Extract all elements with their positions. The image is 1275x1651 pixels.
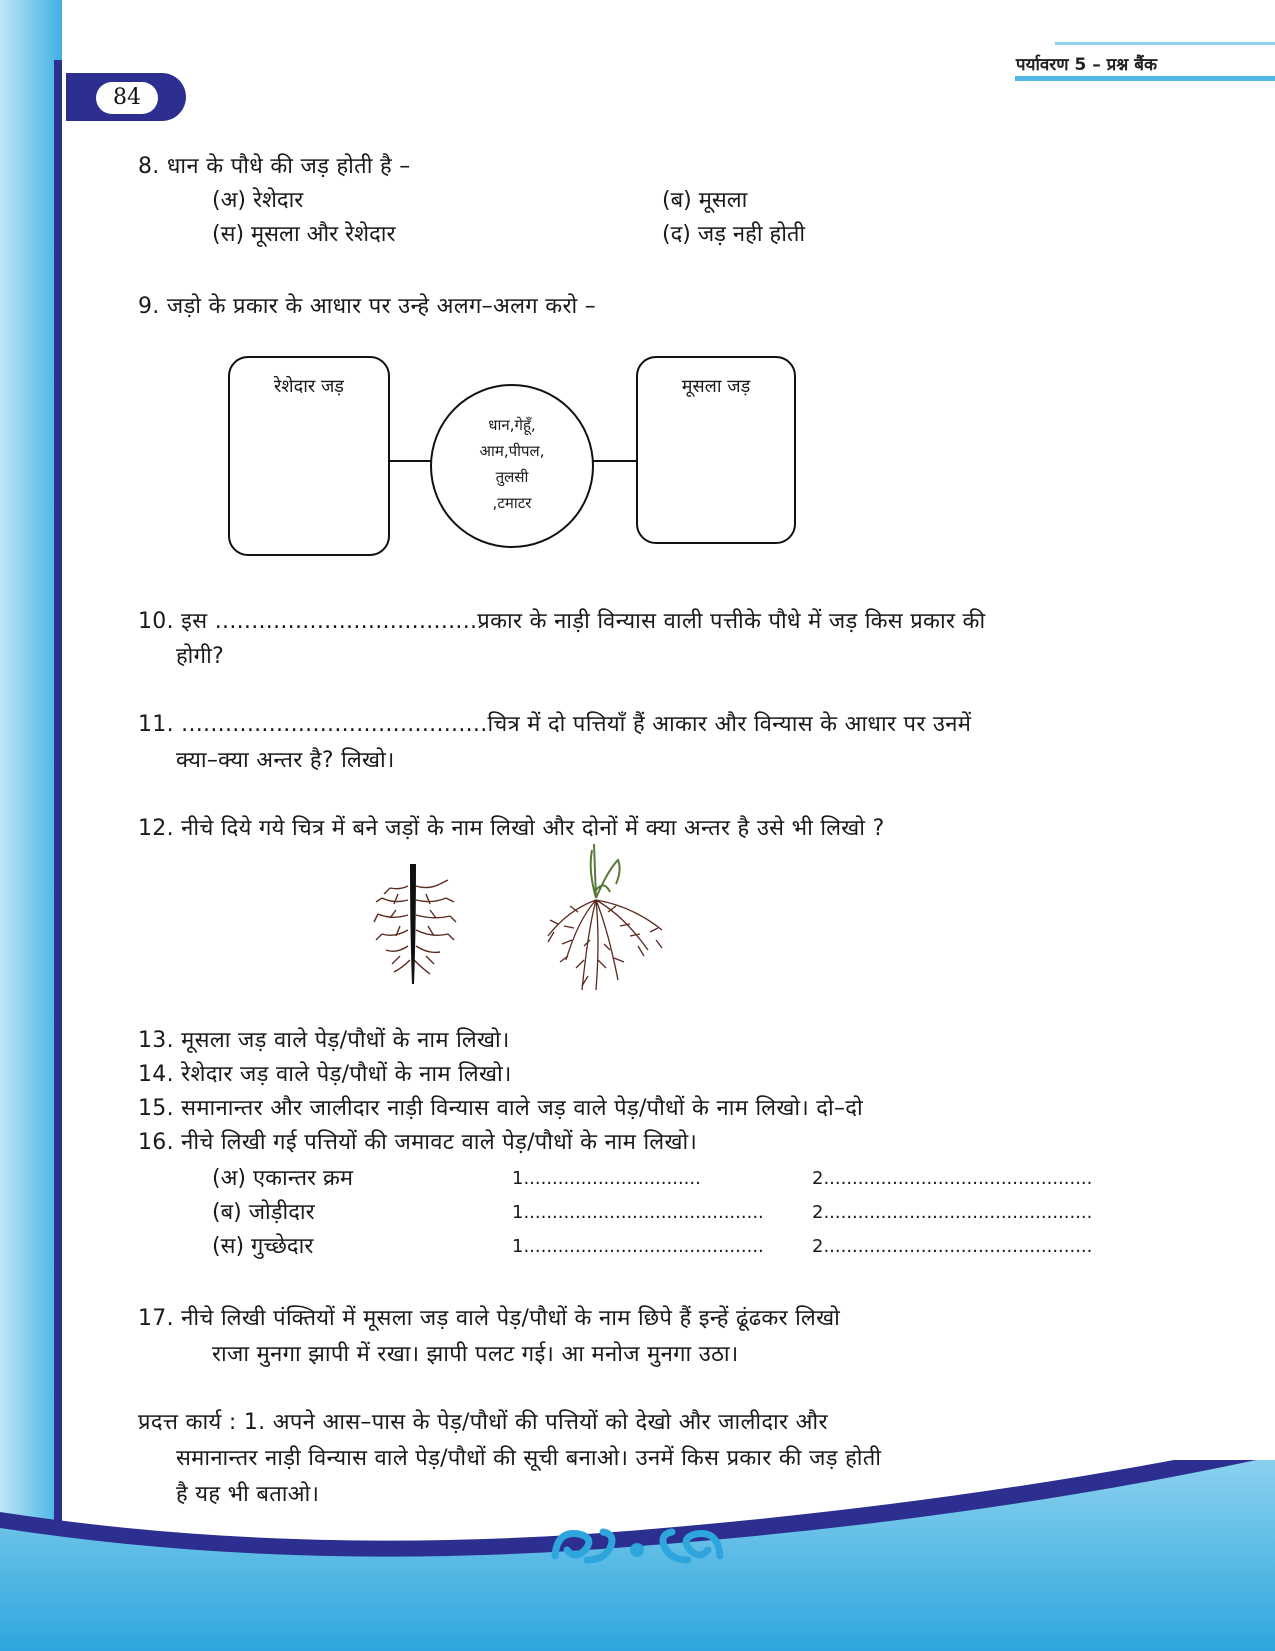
question-17: 17. नीचे लिखी पंक्तियों में मूसला जड़ वाले पेड़/पौधों के नाम छिपे हैं इन्हें ढूंढकर लिखो: [138, 1306, 841, 1331]
q8-option-d: (द) जड़ नही होती: [662, 222, 806, 247]
question-11: 11. ..........................................चित्र में दो पत्तियाँ हैं आकार और विन्यास के आधार पर उनमें: [138, 712, 972, 737]
tap-root-box: [636, 356, 796, 544]
q16-row-a-blank-2: 2...............................................: [812, 1168, 1093, 1189]
q16-row-a-blank-1: 1...............................: [512, 1168, 701, 1189]
question-16: 16. नीचे लिखी गई पत्तियों की जमावट वाले पेड़/पौधों के नाम लिखो।: [138, 1130, 698, 1155]
header-accent-line: [1055, 42, 1275, 45]
page-number: 84: [96, 82, 158, 114]
question-14: 14. रेशेदार जड़ वाले पेड़/पौधों के नाम लिखो।: [138, 1062, 512, 1087]
circle-line-2: आम,पीपल,: [479, 442, 545, 460]
fibrous-root-image: [538, 840, 678, 1000]
q16-row-a-label: (अ) एकान्तर क्रम: [212, 1166, 354, 1191]
assignment-line-1: प्रदत्त कार्य : 1. अपने आस–पास के पेड़/पौधों की पत्तियों को देखो और जालीदार और: [138, 1410, 828, 1435]
question-15: 15. समानान्तर और जालीदार नाड़ी विन्यास वाले जड़ वाले पेड़/पौधों के नाम लिखो। दो–दो: [138, 1096, 863, 1121]
tap-root-image: [370, 860, 480, 992]
connector-right: [590, 460, 638, 462]
question-9: 9. जड़ो के प्रकार के आधार पर उन्हे अलग–अलग करो –: [138, 294, 597, 319]
question-10: 10. इस ....................................प्रकार के नाड़ी विन्यास वाली पत्तीके पौधे में जड़ किस प्रकार की: [138, 609, 986, 634]
tap-root-label: मूसला जड़: [681, 376, 751, 397]
assignment-line-3: है यह भी बताओ।: [176, 1482, 320, 1507]
question-10-line-2: होगी?: [176, 644, 225, 669]
question-13: 13. मूसला जड़ वाले पेड़/पौधों के नाम लिखो।: [138, 1028, 510, 1053]
q16-row-b-blank-2: 2...............................................: [812, 1202, 1093, 1223]
q8-option-a: (अ) रेशेदार: [212, 188, 304, 213]
question-11-line-2: क्या–क्या अन्तर है? लिखो।: [176, 748, 395, 773]
header-underline: [1015, 76, 1275, 81]
q16-row-c-blank-2: 2...............................................: [812, 1236, 1093, 1257]
q16-row-c-blank-1: 1..........................................: [512, 1236, 764, 1257]
question-17-line-2: राजा मुनगा झापी में रखा। झापी पलट गई। आ मनोज मुनगा उठा।: [212, 1342, 739, 1367]
circle-line-4: ,टमाटर: [492, 494, 532, 512]
assignment-line-2: समानान्तर नाड़ी विन्यास वाले पेड़/पौधों की सूची बनाओ। उनमें किस प्रकार की जड़ होती: [176, 1446, 882, 1471]
q8-option-b: (ब) मूसला: [662, 188, 748, 213]
q8-option-c: (स) मूसला और रेशेदार: [212, 222, 396, 247]
left-decorative-band: [0, 0, 62, 1651]
circle-line-3: तुलसी: [495, 468, 529, 486]
q16-row-b-label: (ब) जोड़ीदार: [212, 1200, 315, 1225]
header-title: पर्यावरण 5 – प्रश्न बैंक: [1015, 55, 1157, 75]
connector-left: [386, 460, 434, 462]
q16-row-b-blank-1: 1..........................................: [512, 1202, 764, 1223]
fibrous-root-box: [228, 356, 390, 556]
plant-names-circle: [430, 384, 594, 548]
circle-line-1: धान,गेहूँ,: [488, 416, 536, 434]
fibrous-root-label: रेशेदार जड़: [274, 376, 344, 397]
q16-row-c-label: (स) गुच्छेदार: [212, 1234, 314, 1259]
question-8: 8. धान के पौधे की जड़ होती है –: [138, 154, 411, 179]
question-12: 12. नीचे दिये गये चित्र में बने जड़ों के नाम लिखो और दोनों में क्या अन्तर है उसे भी लिखो ?: [138, 816, 885, 841]
ornament-icon: [545, 1520, 730, 1570]
